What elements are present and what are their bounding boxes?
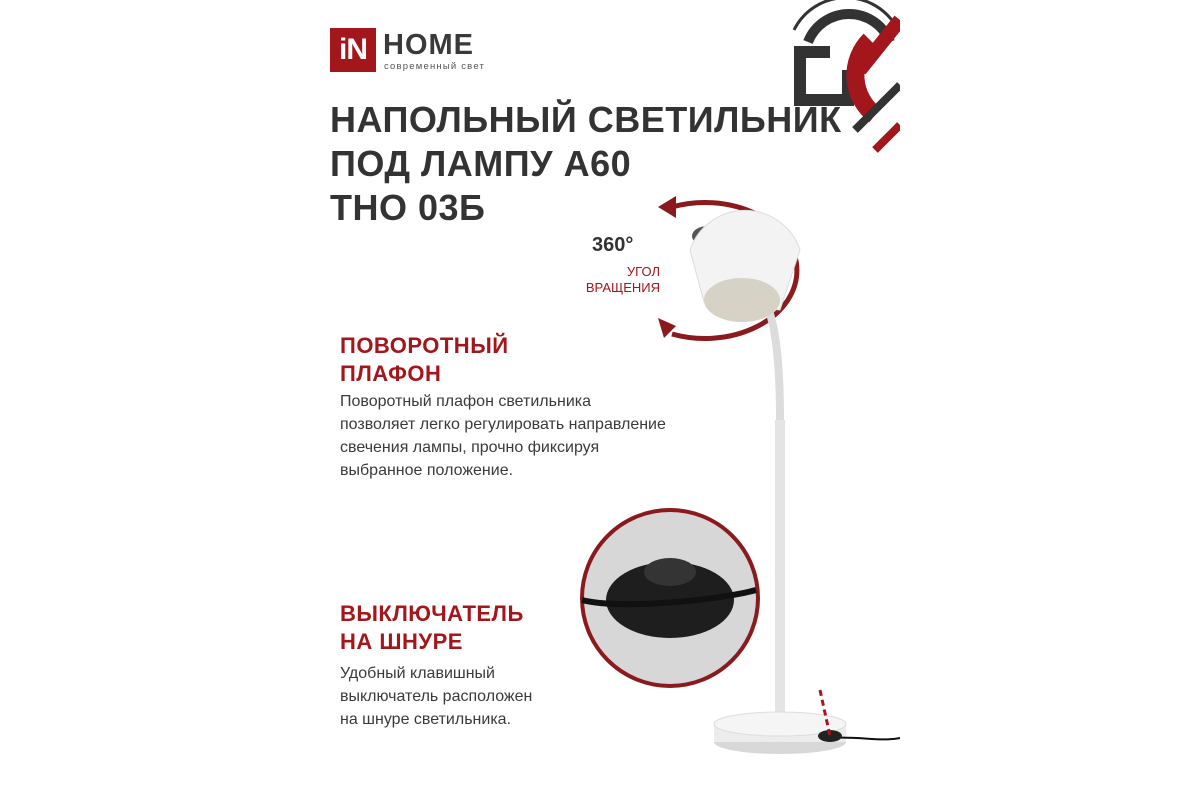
feature-heading-line: ПЛАФОН — [340, 361, 442, 386]
feature-description-line: выключатель расположен — [340, 688, 533, 705]
rotation-label — [570, 264, 660, 296]
feature-description — [340, 662, 660, 731]
logo-tagline: современный свет — [384, 61, 486, 72]
feature-description-line: свечения лампы, прочно фиксируя — [340, 439, 600, 456]
floor-lamp-icon — [690, 210, 900, 754]
feature-description-line: Поворотный плафон светильника — [340, 393, 591, 410]
logo-mark: iN — [330, 28, 376, 72]
feature-heading — [340, 600, 524, 656]
product-title — [330, 98, 842, 230]
product-title-line: НАПОЛЬНЫЙ СВЕТИЛЬНИК — [330, 99, 842, 140]
rotation-angle: 360° — [592, 234, 634, 256]
feature-description-line: позволяет легко регулировать направление — [340, 416, 666, 433]
product-title-line: ПОД ЛАМПУ А60 — [330, 143, 632, 184]
feature-description-line: на шнуре светильника. — [340, 711, 512, 728]
feature-description — [340, 390, 666, 482]
feature-description-line: Удобный клавишный — [340, 665, 495, 682]
feature-description-line: выбранное положение. — [340, 462, 514, 479]
rotation-label-line: ВРАЩЕНИЯ — [585, 280, 660, 295]
feature-heading-line: ПОВОРОТНЫЙ — [340, 333, 509, 358]
rotation-label-line: УГОЛ — [626, 264, 660, 279]
feature-heading-line: НА ШНУРЕ — [340, 629, 463, 654]
brand-logo — [330, 28, 490, 76]
logo-word: HOME — [383, 29, 474, 61]
product-card — [300, 0, 900, 800]
product-title-line: THO 03Б — [330, 187, 486, 228]
feature-heading-line: ВЫКЛЮЧАТЕЛЬ — [340, 601, 524, 626]
feature-heading — [340, 332, 509, 388]
